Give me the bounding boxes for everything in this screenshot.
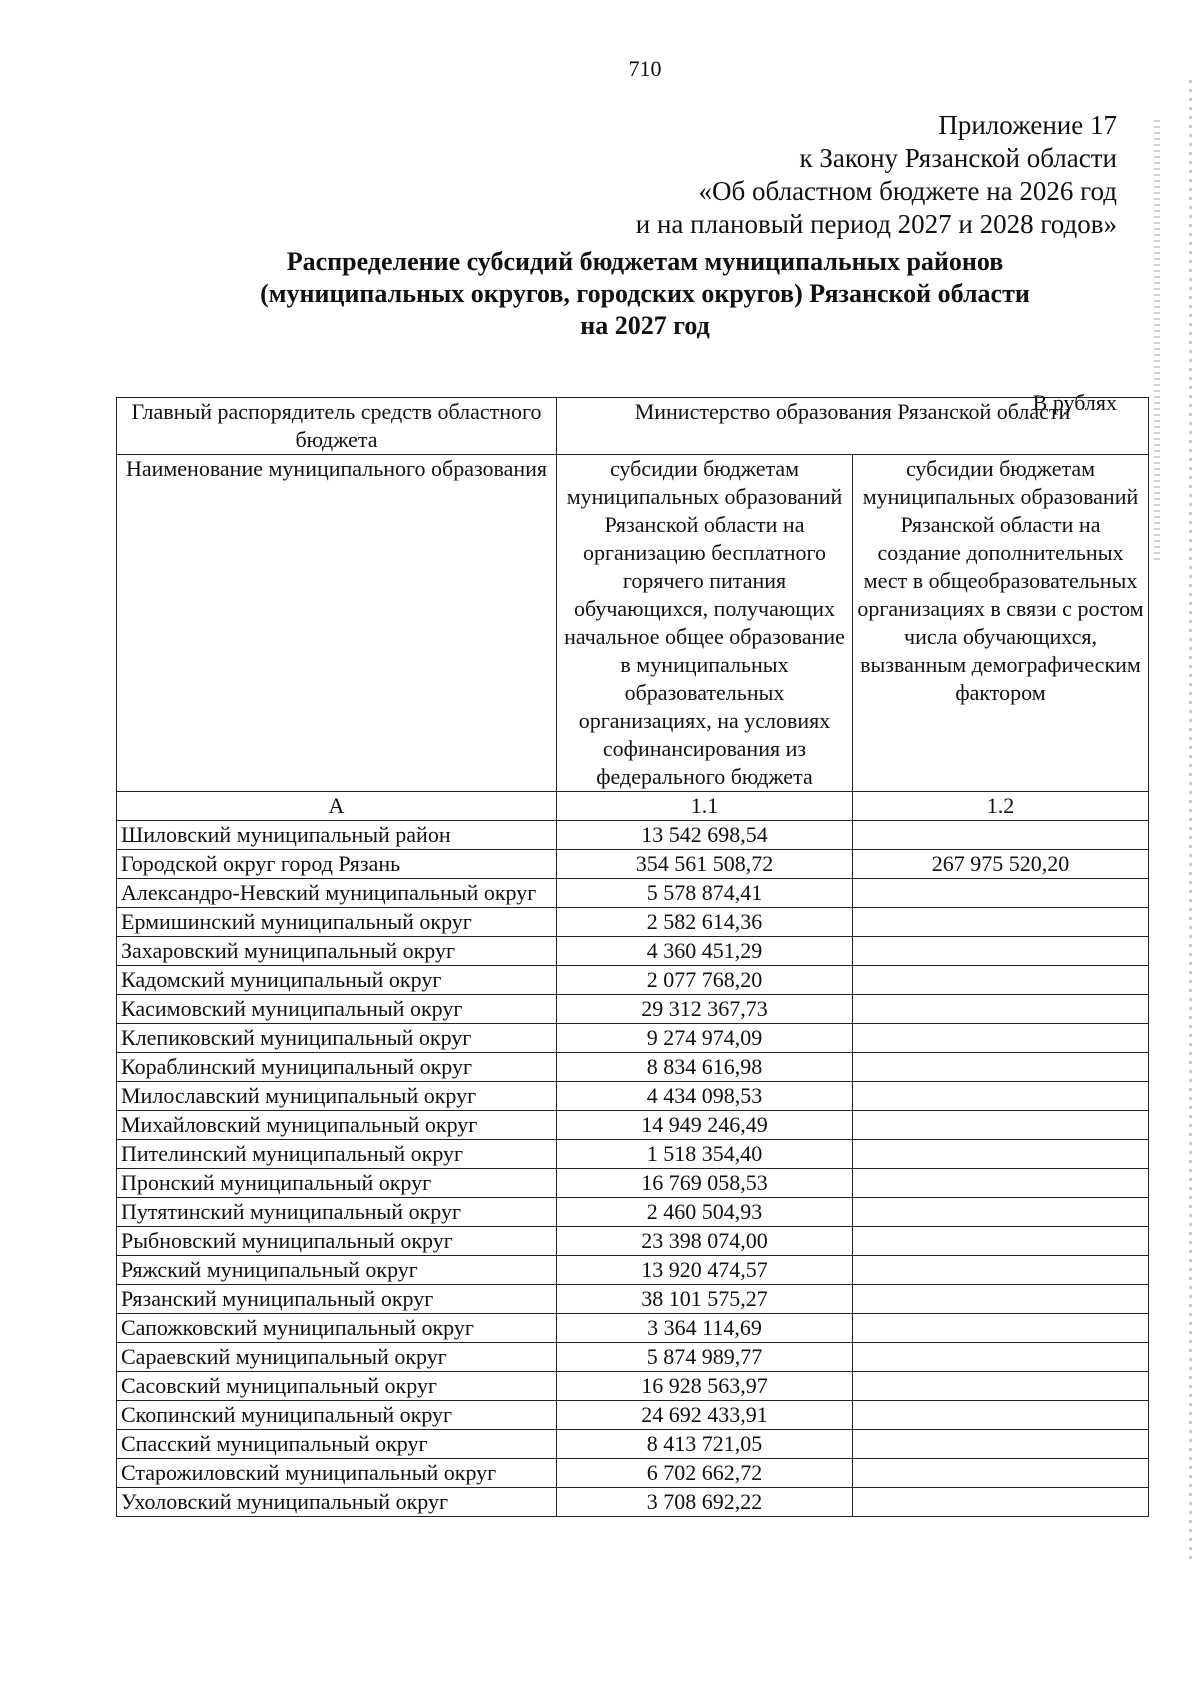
table-row: [117, 821, 1149, 850]
table-row: [117, 1227, 1149, 1256]
municipality-name: Сараевский муниципальный округ: [117, 1343, 557, 1372]
subsidy-2-value: [853, 908, 1149, 937]
subsidy-1-value: 23 398 074,00: [557, 1227, 853, 1256]
subsidy-1-value: 16 769 058,53: [557, 1169, 853, 1198]
municipality-name: Александро-Невский муниципальный округ: [117, 879, 557, 908]
municipality-name: Пронский муниципальный округ: [117, 1169, 557, 1198]
table-row: [117, 1430, 1149, 1459]
subsidy-2-value: [853, 995, 1149, 1024]
title-line: Распределение субсидий бюджетам муниципальных районов: [286, 247, 1004, 276]
subsidy-1-value: 13 920 474,57: [557, 1256, 853, 1285]
subsidy-table: [116, 397, 1149, 1517]
title-line: (муниципальных округов, городских округов) Рязанской области: [260, 279, 1030, 308]
index-row: [117, 792, 1149, 821]
subsidy-1-value: 6 702 662,72: [557, 1459, 853, 1488]
subsidy-2-value: [853, 1256, 1149, 1285]
subsidy-1-value: 8 834 616,98: [557, 1053, 853, 1082]
subsidy-2-value: [853, 1169, 1149, 1198]
subsidy-1-value: 3 364 114,69: [557, 1314, 853, 1343]
header-subsidy-2: субсидии бюджетам муниципальных образований Рязанской области на создание дополнительных мест в общеобразовательных организациях в связи с ростом числа обучающихся, вызванным демографическим фактором: [853, 455, 1149, 792]
appendix-line: Приложение 17: [938, 110, 1117, 140]
subsidy-2-value: 267 975 520,20: [853, 850, 1149, 879]
subsidy-2-value: [853, 1082, 1149, 1111]
subsidy-1-value: 13 542 698,54: [557, 821, 853, 850]
subsidy-2-value: [853, 1111, 1149, 1140]
subsidy-1-value: 8 413 721,05: [557, 1430, 853, 1459]
subsidy-2-value: [853, 1343, 1149, 1372]
header-ministry: Министерство образования Рязанской области: [557, 398, 1149, 455]
municipality-name: Старожиловский муниципальный округ: [117, 1459, 557, 1488]
table-row: [117, 1488, 1149, 1517]
subsidy-2-value: [853, 879, 1149, 908]
table-row: [117, 966, 1149, 995]
municipality-name: Кораблинский муниципальный округ: [117, 1053, 557, 1082]
title-line: на 2027 год: [580, 311, 710, 340]
municipality-name: Городской округ город Рязань: [117, 850, 557, 879]
table-row: [117, 1314, 1149, 1343]
municipality-name: Захаровский муниципальный округ: [117, 937, 557, 966]
subsidy-2-value: [853, 1024, 1149, 1053]
index-cell: 1.1: [557, 792, 853, 821]
subsidy-2-value: [853, 1401, 1149, 1430]
table-row: [117, 879, 1149, 908]
subsidy-2-value: [853, 1140, 1149, 1169]
subsidy-2-value: [853, 1227, 1149, 1256]
header-subsidy-1: субсидии бюджетам муниципальных образований Рязанской области на организацию бесплатного горячего питания обучающихся, получающих начальное общее образование в муниципальных образовательных организациях, на условиях софинансирования из федерального бюджета: [557, 455, 853, 792]
table-row: [117, 995, 1149, 1024]
subsidy-2-value: [853, 1314, 1149, 1343]
municipality-name: Касимовский муниципальный округ: [117, 995, 557, 1024]
appendix-line: к Закону Рязанской области: [799, 143, 1117, 173]
subsidy-1-value: 3 708 692,22: [557, 1488, 853, 1517]
index-cell: А: [117, 792, 557, 821]
municipality-name: Скопинский муниципальный округ: [117, 1401, 557, 1430]
municipality-name: Клепиковский муниципальный округ: [117, 1024, 557, 1053]
subsidy-1-value: 2 077 768,20: [557, 966, 853, 995]
subsidy-1-value: 38 101 575,27: [557, 1285, 853, 1314]
municipality-name: Ухоловский муниципальный округ: [117, 1488, 557, 1517]
table-row: [117, 1372, 1149, 1401]
table-row: [117, 1285, 1149, 1314]
table-row: [117, 1082, 1149, 1111]
table-row: [117, 1169, 1149, 1198]
table-row: [117, 1256, 1149, 1285]
table-row: [117, 1401, 1149, 1430]
municipality-name: Рязанский муниципальный округ: [117, 1285, 557, 1314]
subsidy-2-value: [853, 1430, 1149, 1459]
scan-edge: [1189, 80, 1192, 1560]
table-row: [117, 937, 1149, 966]
header-name-label: Наименование муниципального образования: [117, 455, 557, 792]
subsidy-1-value: 1 518 354,40: [557, 1140, 853, 1169]
subsidy-2-value: [853, 1285, 1149, 1314]
document-title: [0, 246, 1200, 342]
header-administrator-label: Главный распорядитель средств областного бюджета: [117, 398, 557, 455]
appendix-line: «Об областном бюджете на 2026 год: [698, 176, 1117, 206]
table-row: [117, 1053, 1149, 1082]
municipality-name: Путятинский муниципальный округ: [117, 1198, 557, 1227]
subsidy-1-value: 354 561 508,72: [557, 850, 853, 879]
appendix-line: и на плановый период 2027 и 2028 годов»: [635, 209, 1117, 239]
subsidy-1-value: 4 360 451,29: [557, 937, 853, 966]
subsidy-2-value: [853, 1198, 1149, 1227]
subsidy-2-value: [853, 966, 1149, 995]
subsidy-1-value: 24 692 433,91: [557, 1401, 853, 1430]
scan-artifact: [1154, 120, 1160, 560]
subsidy-2-value: [853, 1053, 1149, 1082]
subsidy-1-value: 5 874 989,77: [557, 1343, 853, 1372]
subsidy-1-value: 9 274 974,09: [557, 1024, 853, 1053]
table-row: [117, 1343, 1149, 1372]
municipality-name: Милославский муниципальный округ: [117, 1082, 557, 1111]
header-row-administrator: [117, 398, 1149, 455]
subsidy-1-value: 2 582 614,36: [557, 908, 853, 937]
municipality-name: Кадомский муниципальный округ: [117, 966, 557, 995]
appendix-reference: [636, 109, 1117, 241]
table-row: [117, 850, 1149, 879]
page-number: 710: [628, 56, 662, 81]
municipality-name: Михайловский муниципальный округ: [117, 1111, 557, 1140]
subsidy-1-value: 16 928 563,97: [557, 1372, 853, 1401]
table-row: [117, 1198, 1149, 1227]
units-label: В рублях: [1032, 390, 1117, 415]
municipality-name: Пителинский муниципальный округ: [117, 1140, 557, 1169]
subsidy-1-value: 5 578 874,41: [557, 879, 853, 908]
subsidy-2-value: [853, 821, 1149, 850]
subsidy-2-value: [853, 1372, 1149, 1401]
subsidy-1-value: 14 949 246,49: [557, 1111, 853, 1140]
table-row: [117, 1140, 1149, 1169]
subsidy-2-value: [853, 937, 1149, 966]
municipality-name: Шиловский муниципальный район: [117, 821, 557, 850]
subsidy-2-value: [853, 1488, 1149, 1517]
subsidy-1-value: 4 434 098,53: [557, 1082, 853, 1111]
subsidy-1-value: 29 312 367,73: [557, 995, 853, 1024]
municipality-name: Сасовский муниципальный округ: [117, 1372, 557, 1401]
index-cell: 1.2: [853, 792, 1149, 821]
municipality-name: Рыбновский муниципальный округ: [117, 1227, 557, 1256]
table-row: [117, 1024, 1149, 1053]
subsidy-2-value: [853, 1459, 1149, 1488]
municipality-name: Ряжский муниципальный округ: [117, 1256, 557, 1285]
table-row: [117, 1459, 1149, 1488]
municipality-name: Ермишинский муниципальный округ: [117, 908, 557, 937]
table-row: [117, 1111, 1149, 1140]
municipality-name: Сапожковский муниципальный округ: [117, 1314, 557, 1343]
table-row: [117, 908, 1149, 937]
subsidy-1-value: 2 460 504,93: [557, 1198, 853, 1227]
header-row-columns: [117, 455, 1149, 792]
municipality-name: Спасский муниципальный округ: [117, 1430, 557, 1459]
